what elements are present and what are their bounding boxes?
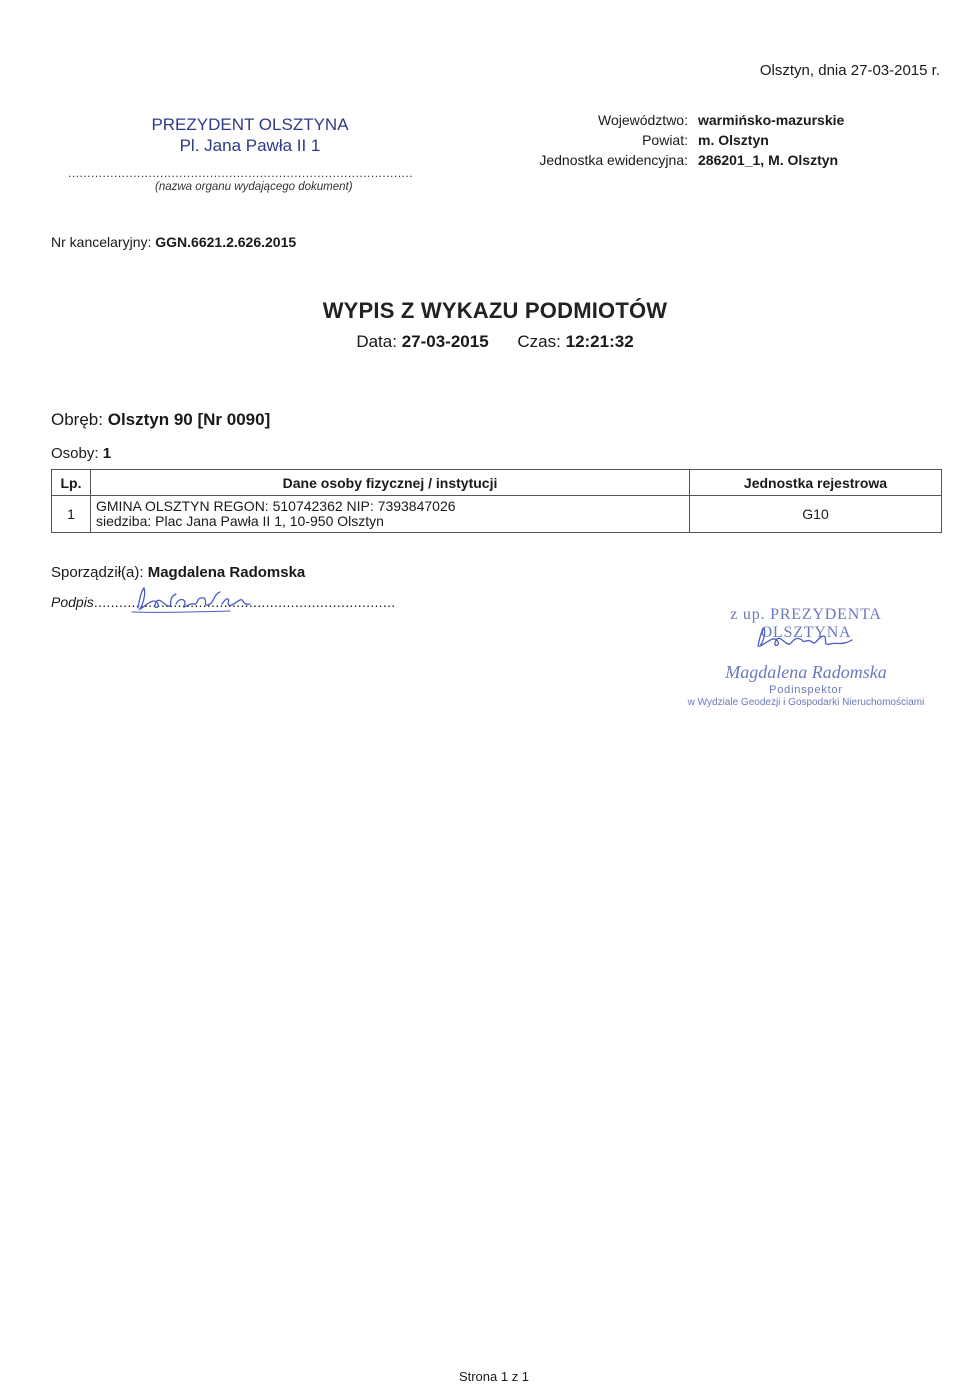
precinct-label: Obręb: <box>51 410 103 429</box>
document-meta <box>0 332 960 352</box>
prepared-by-name: Magdalena Radomska <box>147 564 306 581</box>
table-header-row <box>52 470 942 496</box>
stamp-name: Magdalena Radomska <box>725 662 887 682</box>
signature-label: Podpis <box>51 594 94 610</box>
persons-count <box>51 445 111 462</box>
time-value: 12:21:32 <box>565 332 634 351</box>
signature-dots: ........................................................................ <box>93 594 396 610</box>
cell-jednostka: G10 <box>690 496 942 533</box>
precinct-value: Olsztyn 90 [Nr 0090] <box>107 410 271 429</box>
unit-label: Jednostka ewidencyjna: <box>539 152 688 168</box>
subject-line-1: GMINA OLSZTYN REGON: 510742362 NIP: 7393847026 <box>96 498 456 514</box>
header-jednostka: Jednostka rejestrowa <box>690 470 942 496</box>
table-row <box>52 496 942 533</box>
issuer-caption: (nazwa organu wydającego dokument) <box>155 181 353 193</box>
issuer-name: PREZYDENT OLSZTYNA <box>151 115 349 134</box>
precinct <box>51 410 270 430</box>
subjects-table <box>51 469 942 533</box>
county-label: Powiat: <box>642 132 688 148</box>
county-value: m. Olsztyn <box>698 132 769 148</box>
place-date: Olsztyn, dnia 27-03-2015 r. <box>759 62 940 79</box>
stamp-authority: z up. PREZYDENTA OLSZTYNA <box>730 606 882 641</box>
persons-value: 1 <box>102 445 112 462</box>
subject-line-2: siedziba: Plac Jana Pawła II 1, 10-950 Olsztyn <box>96 513 384 529</box>
reference-label: Nr kancelaryjny: <box>51 234 152 250</box>
stamp-signature <box>752 624 872 652</box>
header-lp: Lp. <box>52 470 91 496</box>
official-stamp <box>686 606 926 708</box>
prepared-by-label: Sporządził(a): <box>51 564 144 581</box>
date-label: Data: <box>356 332 397 351</box>
location-values <box>698 110 844 170</box>
issuer-dotted-line: .......................................................................................... <box>68 166 414 180</box>
reference-number <box>51 234 296 250</box>
location-labels <box>539 110 688 170</box>
unit-value: 286201_1, M. Olsztyn <box>698 152 839 168</box>
time-label: Czas: <box>517 332 561 351</box>
cell-dane <box>91 496 690 533</box>
cell-lp: 1 <box>52 496 91 533</box>
reference-value: GGN.6621.2.626.2015 <box>155 234 297 250</box>
persons-label: Osoby: <box>51 445 99 462</box>
prepared-by <box>51 564 305 581</box>
page-footer: Strona 1 z 1 <box>458 1369 530 1384</box>
stamp-department: w Wydziale Geodezji i Gospodarki Nieruchomościami <box>687 697 925 708</box>
issuer-address: Pl. Jana Pawła II 1 <box>179 136 321 155</box>
header-dane: Dane osoby fizycznej / instytucji <box>91 470 690 496</box>
issuer-block <box>120 114 380 156</box>
voivodeship-value: warmińsko-mazurskie <box>698 112 845 128</box>
stamp-role: Podinspektor <box>769 684 843 696</box>
voivodeship-label: Województwo: <box>597 112 688 128</box>
handwritten-signature <box>130 582 270 616</box>
document-title: WYPIS Z WYKAZU PODMIOTÓW <box>322 298 668 323</box>
date-value: 27-03-2015 <box>401 332 489 351</box>
